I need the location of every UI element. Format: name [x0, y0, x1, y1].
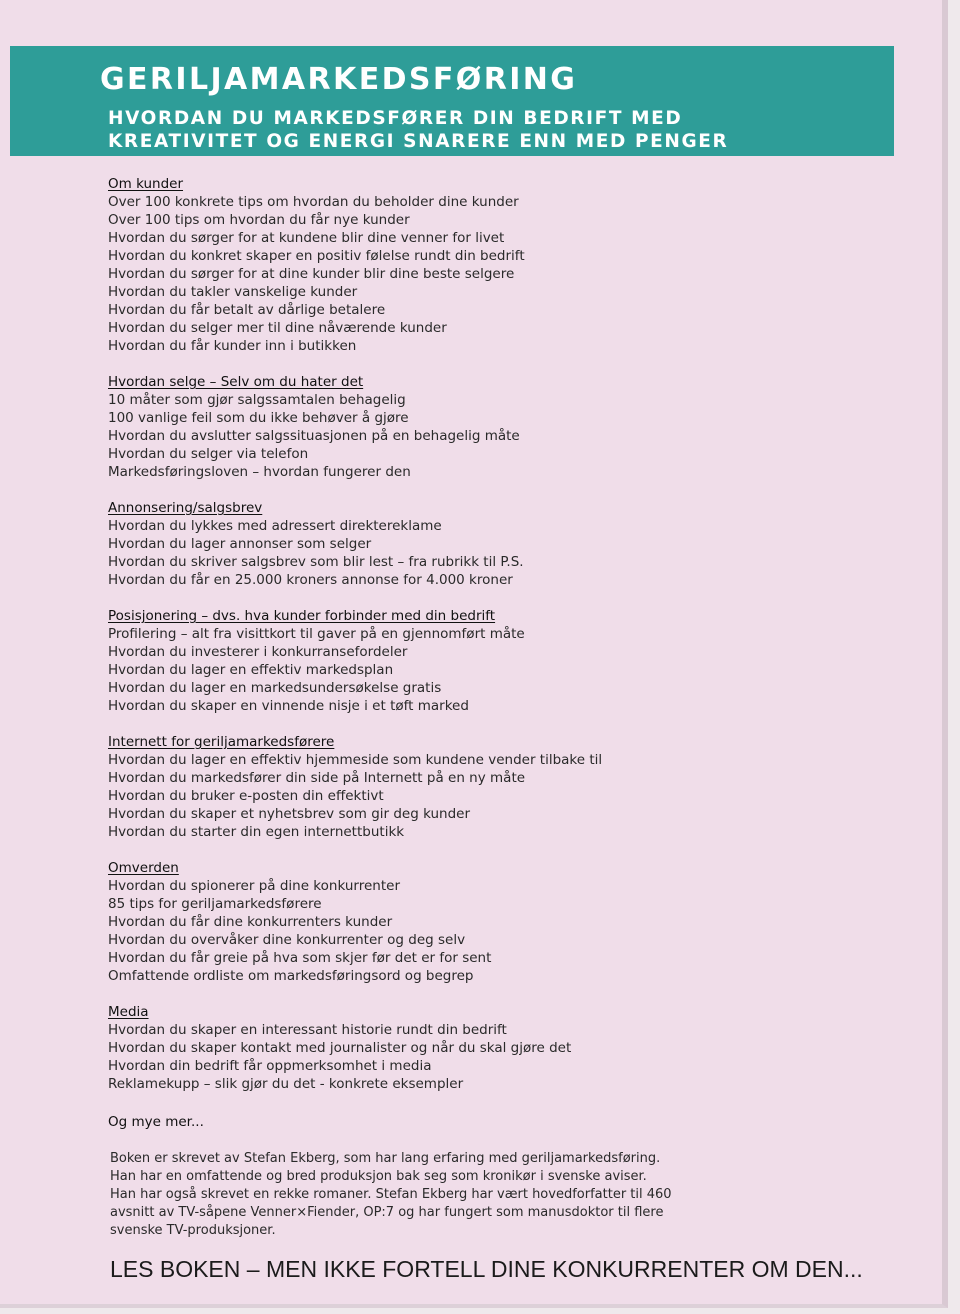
- more-text: Og mye mer...: [108, 1114, 204, 1130]
- book-title: GERILJAMARKEDSFØRING: [100, 62, 578, 97]
- section-item: Hvordan du skaper kontakt med journalister og når du skal gjøre det: [108, 1040, 572, 1056]
- section-heading: Omverden: [108, 860, 179, 876]
- section-item: Hvordan du får dine konkurrenters kunder: [108, 914, 393, 930]
- topic-section: [108, 1003, 888, 1093]
- section-item: Profilering – alt fra visittkort til gaver på en gjennomført måte: [108, 626, 525, 642]
- bio-line: Boken er skrevet av Stefan Ekberg, som har lang erfaring med geriljamarkedsføring.: [110, 1151, 661, 1166]
- section-item: Hvordan du sørger for at kundene blir dine venner for livet: [108, 230, 505, 246]
- section-item: Hvordan du takler vanskelige kunder: [108, 284, 358, 300]
- section-item: Omfattende ordliste om markedsføringsord og begrep: [108, 968, 474, 984]
- section-item: Hvordan du lager annonser som selger: [108, 536, 372, 552]
- topic-section: [108, 859, 888, 985]
- section-heading: Media: [108, 1004, 149, 1020]
- section-item: Reklamekupp – slik gjør du det - konkrete eksempler: [108, 1076, 464, 1092]
- section-item: Hvordan du bruker e-posten din effektivt: [108, 788, 384, 804]
- section-item: Hvordan du skaper en vinnende nisje i et tøft marked: [108, 698, 469, 714]
- section-heading: Posisjonering – dvs. hva kunder forbinder med din bedrift: [108, 608, 496, 624]
- section-item: Hvordan du markedsfører din side på Internett på en ny måte: [108, 770, 526, 786]
- section-heading: Internett for geriljamarkedsførere: [108, 734, 335, 750]
- section-item: 100 vanlige feil som du ikke behøver å gjøre: [108, 410, 409, 426]
- topic-section: [108, 733, 888, 841]
- section-item: Hvordan du skriver salgsbrev som blir lest – fra rubrikk til P.S.: [108, 554, 524, 570]
- topic-section: [108, 175, 888, 355]
- section-item: Hvordan du får betalt av dårlige betalere: [108, 302, 386, 318]
- section-item: Hvordan du får greie på hva som skjer før det er for sent: [108, 950, 492, 966]
- tagline: LES BOKEN – MEN IKKE FORTELL DINE KONKURRENTER OM DEN...: [110, 1256, 863, 1282]
- section-item: Markedsføringsloven – hvordan fungerer den: [108, 464, 411, 480]
- section-item: Hvordan du får en 25.000 kroners annonse for 4.000 kroner: [108, 572, 513, 588]
- section-item: Hvordan din bedrift får oppmerksomhet i media: [108, 1058, 432, 1074]
- section-item: 85 tips for geriljamarkedsførere: [108, 896, 322, 912]
- bio-line: Han har en omfattende og bred produksjon bak seg som kronikør i svenske aviser.: [110, 1169, 647, 1184]
- section-item: 10 måter som gjør salgssamtalen behagelig: [108, 392, 406, 408]
- section-item: Hvordan du lager en effektiv hjemmeside som kundene vender tilbake til: [108, 752, 603, 768]
- section-item: Over 100 tips om hvordan du får nye kunder: [108, 212, 410, 228]
- bio-line: svenske TV-produksjoner.: [110, 1223, 276, 1238]
- section-item: Hvordan du sørger for at dine kunder blir dine beste selgere: [108, 266, 515, 282]
- section-item: Hvordan du får kunder inn i butikken: [108, 338, 357, 354]
- section-item: Hvordan du investerer i konkurransefordeler: [108, 644, 408, 660]
- topic-section: [108, 373, 888, 481]
- section-item: Hvordan du spionerer på dine konkurrenter: [108, 878, 400, 894]
- section-item: Hvordan du starter din egen internettbutikk: [108, 824, 405, 840]
- section-item: Over 100 konkrete tips om hvordan du beholder dine kunder: [108, 194, 519, 210]
- subtitle-line-1: HVORDAN DU MARKEDSFØRER DIN BEDRIFT MED: [108, 108, 683, 129]
- section-heading: Hvordan selge – Selv om du hater det: [108, 374, 364, 390]
- section-item: Hvordan du lykkes med adressert direktereklame: [108, 518, 442, 534]
- bio-line: Han har også skrevet en rekke romaner. Stefan Ekberg har vært hovedforfatter til 460: [110, 1187, 672, 1202]
- section-item: Hvordan du lager en markedsundersøkelse gratis: [108, 680, 442, 696]
- section-item: Hvordan du overvåker dine konkurrenter og deg selv: [108, 932, 466, 948]
- section-item: Hvordan du konkret skaper en positiv følelse rundt din bedrift: [108, 248, 525, 264]
- section-heading: Annonsering/salgsbrev: [108, 500, 263, 516]
- author-bio: [110, 1150, 730, 1240]
- section-item: Hvordan du avslutter salgssituasjonen på en behagelig måte: [108, 428, 520, 444]
- bio-line: avsnitt av TV-såpene Venner×Fiender, OP:7 og har fungert som manusdoktor til flere: [110, 1205, 664, 1220]
- book-subtitle: [108, 107, 728, 153]
- section-item: Hvordan du selger mer til dine nåværende kunder: [108, 320, 447, 336]
- section-item: Hvordan du skaper en interessant historie rundt din bedrift: [108, 1022, 507, 1038]
- topic-section: [108, 607, 888, 715]
- section-heading: Om kunder: [108, 176, 184, 192]
- topic-section: [108, 499, 888, 589]
- section-item: Hvordan du skaper et nyhetsbrev som gir deg kunder: [108, 806, 471, 822]
- section-item: Hvordan du selger via telefon: [108, 446, 309, 462]
- topic-sections: [108, 175, 888, 1093]
- section-item: Hvordan du lager en effektiv markedsplan: [108, 662, 394, 678]
- subtitle-line-2: KREATIVITET OG ENERGI SNARERE ENN MED PENGER: [108, 131, 729, 152]
